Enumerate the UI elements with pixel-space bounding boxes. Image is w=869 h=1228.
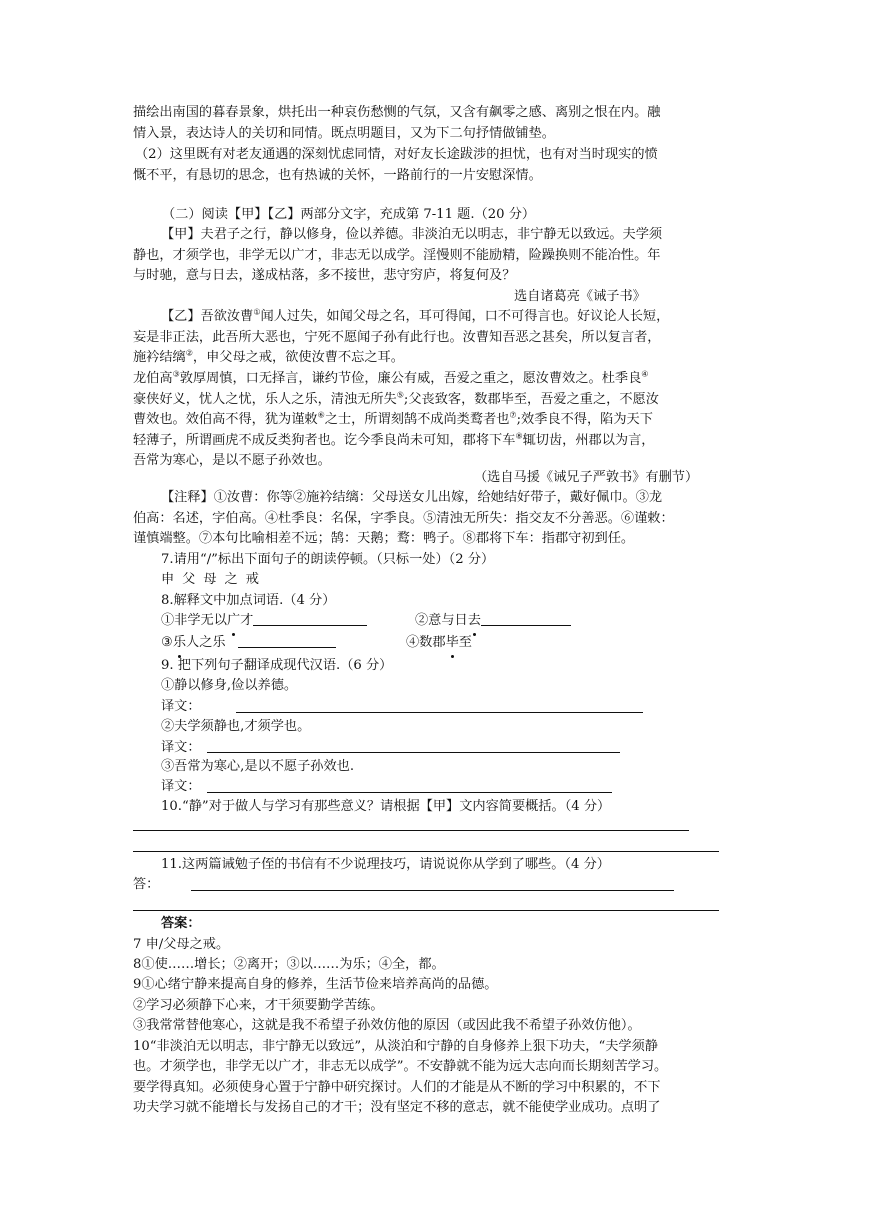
passage-yi-line: 【乙】吾欲汝曹①闻人过失，如闻父母之名，耳可得闻，口不可得言也。好议论人长短，	[161, 307, 670, 324]
question-8: 8.解释文中加点词语.（4 分）	[161, 593, 336, 608]
answers-title: 答案：	[161, 916, 201, 931]
passage-yi-line: 施衿结缡②，申父母之戒，欲使汝曹不忘之耳。	[133, 348, 404, 365]
question-11: 11.这两篇诫勉子侄的书信有不少说理技巧，请说说你从学到了哪些。（4 分）	[161, 857, 610, 872]
answer-line[interactable]	[133, 910, 719, 911]
paragraph-line: （2）这里既有对老友通遇的深刻忧虑同情，对好友长途跋涉的担忧，也有对当时现实的愤	[135, 147, 658, 162]
answer-line-text: 7 申/父母之戒。	[133, 937, 230, 952]
answer-line-text: 功夫学习就不能增长与发扬自己的才干；没有坚定不移的意志，就不能使学业成功。点明了	[133, 1100, 661, 1115]
question-10: 10.“静”对于做人与学习有那些意义？请根据【甲】文内容简要概括。（4 分）	[161, 799, 611, 814]
notes-line: 伯高：名述，字伯高。④杜季良：名保，字季良。⑤清浊无所失：指交友不分善恶。⑥谨敕：	[133, 511, 674, 526]
answer-line[interactable]	[133, 830, 689, 831]
question-8-item-2: ②意与日去	[415, 611, 571, 631]
answer-blank[interactable]	[238, 633, 336, 648]
passage-yi-line: 豪侠好义，忧人之忧，乐人之乐，清浊无所失⑤;父丧致客，数郡毕至，吾爱之重之，不愿汝	[133, 390, 659, 407]
question-9: 9. 把下列句子翻译成现代汉语.（6 分）	[161, 658, 393, 673]
translation-label: 译文：	[161, 740, 201, 755]
paragraph-line: 慨不平，有恳切的思念，也有热诚的关怀，一路前行的一片安慰深情。	[133, 168, 542, 183]
passage-yi-line: 妄是非正法，此吾所大恶也，宁死不愿闻子孙有此行也。汝曹知吾恶之甚矣，所以复言者，	[133, 330, 661, 345]
question-8-item-4: ④数郡毕至	[406, 633, 472, 653]
question-9-item-3: ③吾常为寒心,是以不愿子孙效也.	[161, 759, 355, 774]
translation-label: 译文：	[161, 699, 201, 714]
passage-yi-line: 龙伯高③敦厚周慎，口无择言，谦约节俭，廉公有威，吾爱之重之，愿汝曹效之。杜季良④	[133, 369, 649, 386]
answer-line-text: ②学习必须静下心来，才干须要勤学苦练。	[133, 998, 384, 1013]
question-9-item-2: ②夫学须静也,才须学也。	[161, 719, 311, 734]
notes-line: 谨慎端整。⑦本句比喻相差不远；鹄：天鹅；鹜：鸭子。⑧郡将下车：指郡守初到任。	[133, 531, 635, 546]
answer-line[interactable]	[191, 890, 674, 891]
section-heading: （二）阅读【甲】【乙】两部分文字，充成第 7-11 题.（20 分）	[162, 207, 536, 222]
notes-line: 【注释】①汝曹：你等②施衿结缡：父母送女儿出嫁，给她结好带子，戴好佩巾。③龙	[161, 490, 663, 505]
translation-label: 译文：	[161, 779, 201, 794]
answer-line[interactable]	[207, 792, 612, 793]
passage-jia-source: 选自诸葛亮《诫子书》	[514, 289, 646, 304]
answer-line[interactable]	[133, 851, 719, 852]
answer-label: 答：	[133, 877, 160, 892]
passage-jia-line: 静也，才须学也，非学无以广才，非志无以成学。淫慢则不能励精，险躁换则不能冶性。年	[133, 248, 661, 263]
question-8-item-1: ①非学无以广才	[161, 611, 367, 631]
passage-jia-line: 与时驰，意与日去，遂成枯落，多不接世，悲守穷庐，将复何及？	[133, 268, 516, 283]
paragraph-line: 情入景，表达诗人的关切和同情。既点明题目，又为下二句抒情做铺垫。	[133, 126, 555, 141]
answer-line-text: ③我常常替他寒心，这就是我不希望子孙效仿他的原因（或因此我不希望子孙效仿他）。	[133, 1018, 641, 1033]
answer-line-text: 9①心绪宁静来提高自身的修养，生活节俭来培养高尚的品德。	[133, 977, 498, 992]
answer-blank[interactable]	[481, 611, 571, 626]
answer-line-text: 也。才须学也，非学无以广才，非志无以成学”。不安静就不能为远大志向而长期刻苦学习。	[133, 1059, 668, 1074]
answer-line[interactable]	[236, 712, 643, 713]
answer-line-text: 10“非淡泊无以明志，非宁静无以致远”，从淡泊和宁静的自身修养上狠下功夫，“夫学须静	[133, 1039, 658, 1054]
passage-yi-line: 轻薄子，所谓画虎不成反类狗者也。讫今季良尚未可知，郡将下车⑧辄切齿，州郡以为言，	[133, 431, 655, 448]
passage-jia-line: 【甲】夫君子之行，静以修身，俭以养德。非淡泊无以明志，非宁静无以致远。夫学须	[161, 227, 663, 242]
passage-yi-line: 吾常为寒心，是以不愿子孙效也。	[133, 453, 331, 468]
question-8-item-3: ③乐人之乐	[161, 633, 336, 653]
passage-yi-line: 曹效也。效伯高不得，犹为谨敕⑥之士，所谓刻鹄不成尚类鹜者也⑦;效季良不得，陷为天下	[133, 410, 653, 427]
answer-blank[interactable]	[253, 611, 367, 626]
answer-line-text: 要学得真知。必须使身心置于宁静中研究探讨。人们的才能是从不断的学习中积累的，不下	[133, 1080, 661, 1095]
question-7: 7.请用“/”标出下面句子的朗读停顿。（只标一处）（2 分）	[161, 552, 495, 567]
question-7-sentence: 申父母之戒	[161, 572, 267, 587]
answer-line-text: 8①使……增长；②离开；③以……为乐；④全，都。	[133, 957, 445, 972]
question-9-item-1: ①静以修身,俭以养德。	[161, 678, 298, 693]
passage-yi-source: （选自马援《诫兄子严敦书》有删节）	[474, 470, 699, 485]
paragraph-line: 描绘出南国的暮春景象，烘托出一种哀伤愁恻的气氛，又含有飙零之感、离别之恨在内。融	[133, 105, 661, 120]
answer-line[interactable]	[207, 752, 620, 753]
